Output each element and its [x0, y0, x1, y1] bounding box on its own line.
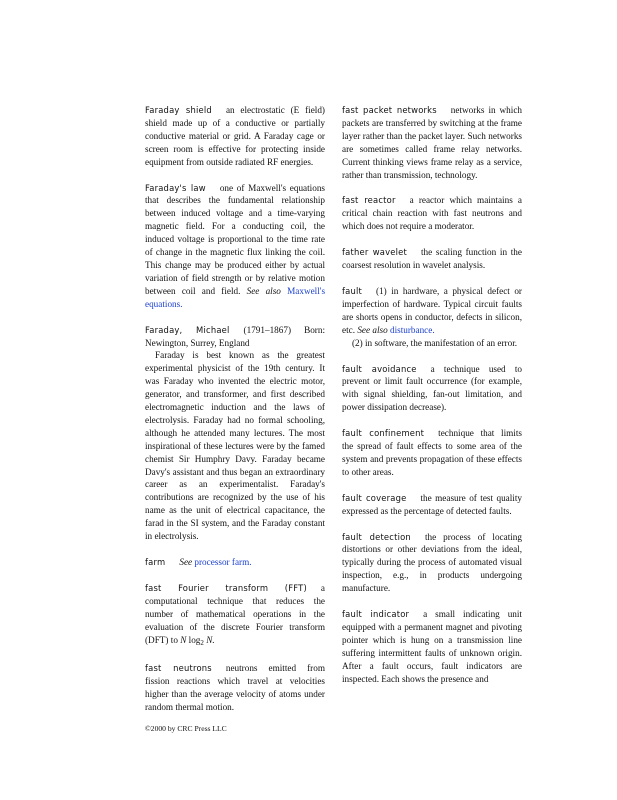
entry-faraday-shield [145, 104, 325, 169]
maxwells-equations-link[interactable]: Maxwell's equations. [145, 285, 326, 309]
entry-term: fast neutrons [145, 663, 212, 674]
left-column [145, 104, 325, 727]
entry-dates: (1791–1867) Born: Newington, Surrey, England [145, 324, 326, 348]
entry-term: fast reactor [342, 195, 396, 206]
entry-definition: an electrostatic (E field) shield made up of a conductive or partially conductive material or grid. A Faraday cage or screen room is effective for protecting inside equipment from outside radiated RF energies. [145, 105, 325, 167]
entry-term: Faraday, Michael [145, 324, 230, 335]
entry-term: fault [342, 285, 362, 296]
right-column [342, 104, 522, 699]
entry-term: fast Fourier transform (FFT) [145, 582, 307, 593]
formula-end: N. [206, 634, 215, 645]
disturbance-link[interactable]: disturbance. [389, 324, 435, 335]
see-also-label: See also [357, 324, 388, 335]
entry-term: fault coverage [342, 492, 407, 503]
entry-definition: (1) in hardware, a physical defect or imperfection of hardware. Typical circuit faults are shorts opens in conductor, defects in silicon, etc. [342, 285, 522, 335]
entry-definition: the measure of test quality expressed as the percentage of detected faults. [342, 492, 522, 516]
entry-definition: neutrons emitted from fission reactions which travel at velocities higher than the average velocity of atoms under random thermal motion. [145, 663, 325, 713]
processor-farm-link[interactable]: processor farm. [194, 557, 252, 567]
entry-definition: the scaling function in the coarsest resolution in wavelet analysis. [342, 247, 522, 271]
formula-subscript: 2 [200, 638, 204, 647]
entry-definition-2: (2) in software, the manifestation of an error. [352, 337, 518, 348]
entry-definition: a technique used to prevent or limit fault occurrence (for example, with signal shielding, fan-out limitation, and power dissipation decrease). [342, 363, 523, 413]
entry-term: fault confinement [342, 428, 425, 439]
entry-definition: the process of locating distortions or other deviations from the ideal, typically during the process of automated visual inspection, e.g., in products undergoing manufacture. [342, 531, 522, 594]
entry-fault-indicator [342, 608, 522, 685]
see-also-label: See also [246, 285, 281, 296]
entry-fault-coverage [342, 492, 522, 518]
see-label: See [179, 557, 193, 567]
entry-fault-avoidance [342, 363, 522, 415]
entry-fault [342, 285, 522, 350]
entry-fast-neutrons [145, 662, 325, 714]
entry-father-wavelet [342, 246, 522, 272]
entry-definition: a small indicating unit equipped with a permanent magnet and pivoting pointer which is hung on a transmission line suffering intermittent faults of unknown origin. After a fault occurs, fault indicators are inspected. Each shows the presence and [342, 609, 522, 684]
entry-fault-confinement [342, 427, 522, 479]
entry-fast-reactor [342, 194, 522, 233]
entry-term: fast packet networks [342, 105, 437, 115]
entry-fast-packet-networks [342, 104, 522, 181]
entry-fault-detection [342, 531, 522, 596]
entry-definition: technique that limits the spread of fault effects to some area of the system and prevents propagation of these effects to other areas. [342, 428, 522, 477]
formula-log: log [188, 634, 201, 645]
entry-term: farm [145, 557, 166, 567]
entry-biography: Faraday is best known as the greatest experimental physicist of the 19th century. It was Faraday who invented the electric motor, generator, and transformer, and first described electromagnetic induction and the laws of electrolysis. Faraday had no formal schooling, although he attended many lectures. The most inspirational of these lectures were by the famed chemist Sir Humphry Davy. Faraday became Davy's assistant and thus began an extraordinary career as an experimentalist. Faraday's contributions are recognized by the use of his name as the unit of electrical capacitance, the farad in the SI system, and the Faraday constant in electrolysis. [145, 350, 325, 542]
entry-term: fault avoidance [342, 363, 417, 374]
entry-term: fault detection [342, 531, 411, 542]
entry-term: Faraday's law [145, 182, 206, 193]
entry-definition: a computational technique that reduces the number of mathematical operations in the evaluation of the discrete Fourier transform (DFT) to [145, 582, 325, 645]
entry-definition: a reactor which maintains a critical chain reaction with fast neutrons and which does not require a moderator. [342, 195, 522, 232]
entry-term: fault indicator [342, 609, 410, 620]
entry-definition: networks in which packets are transferred by switching at the frame layer rather than the packet layer. Such networks are sometimes called frame relay networks. Current thinking views frame relay as a service, rather than transmission, technology. [342, 105, 522, 180]
entry-term: father wavelet [342, 247, 407, 258]
copyright-footer: ©2000 by CRC Press LLC [145, 724, 227, 733]
formula-n: N [180, 634, 187, 645]
entry-faradays-law [145, 182, 325, 311]
entry-term: Faraday shield [145, 105, 212, 115]
entry-fft [145, 582, 325, 650]
entry-definition: one of Maxwell's equations that describes the fundamental relationship between induced voltage and a time-varying magnetic field. For a conducting coil, the induced voltage is proportional to the time rate of change in the magnetic flux linking the coil. This change may be produced either by actual variation of field strength or by relative motion between coil and field. [145, 182, 325, 296]
entry-faraday-michael [145, 324, 325, 543]
complexity-formula [180, 635, 214, 645]
entry-farm [145, 556, 325, 569]
